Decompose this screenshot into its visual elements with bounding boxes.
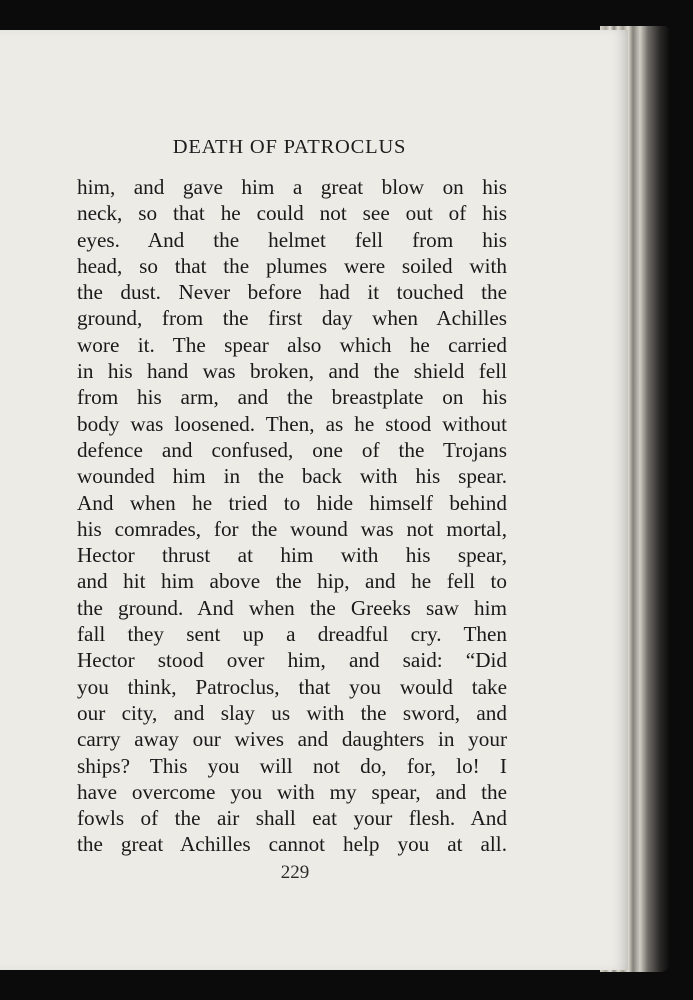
text-line: our city, and slay us with the sword, and — [77, 700, 507, 725]
text-line: from his arm, and the breastplate on his — [77, 385, 507, 410]
text-line: defence and confused, one of the Trojans — [77, 437, 507, 462]
text-line: you think, Patroclus, that you would take — [77, 674, 507, 699]
text-line: body was loosened. Then, as he stood without — [77, 411, 507, 436]
running-head: DEATH OF PATROCLUS — [172, 136, 407, 158]
text-line: ground, from the first day when Achilles — [77, 306, 507, 331]
book-page — [0, 30, 628, 970]
text-line: ships? This you will not do, for, lo! I — [77, 753, 507, 778]
text-line: in his hand was broken, and the shield fell — [77, 359, 507, 384]
text-line: the great Achilles cannot help you at all. — [77, 832, 507, 857]
text-line: Hector stood over him, and said: “Did — [77, 648, 507, 673]
text-line: the ground. And when the Greeks saw him — [77, 595, 507, 620]
text-line: carry away our wives and daughters in your — [77, 727, 507, 752]
text-line: him, and gave him a great blow on his — [77, 175, 507, 199]
text-line: the dust. Never before had it touched the — [77, 280, 507, 305]
text-line: and hit him above the hip, and he fell to — [77, 569, 507, 594]
text-line: fowls of the air shall eat your flesh. And — [77, 806, 507, 831]
text-line: eyes. And the helmet fell from his — [77, 227, 507, 252]
text-line: And when he tried to hide himself behind — [77, 490, 507, 515]
text-line: Hector thrust at him with his spear, — [77, 543, 507, 568]
page-number: 229 — [280, 862, 310, 883]
text-line: have overcome you with my spear, and the — [77, 779, 507, 804]
body-text — [77, 174, 507, 858]
text-line: head, so that the plumes were soiled with — [77, 253, 507, 278]
text-line: his comrades, for the wound was not mortal, — [77, 516, 507, 541]
text-line: fall they sent up a dreadful cry. Then — [77, 622, 507, 647]
text-line: neck, so that he could not see out of his — [77, 201, 507, 226]
text-line: wore it. The spear also which he carried — [77, 332, 507, 357]
text-line: wounded him in the back with his spear. — [77, 464, 507, 489]
